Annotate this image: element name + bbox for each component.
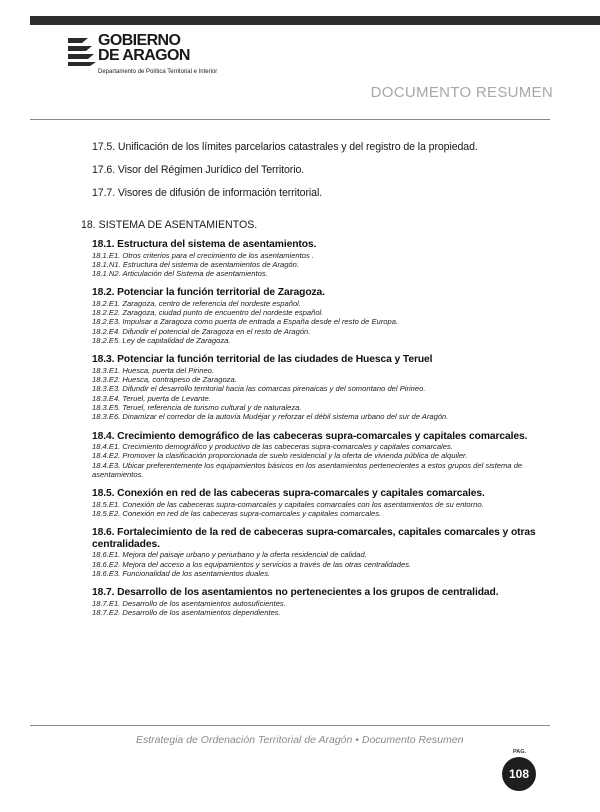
section-18-7 [81, 587, 551, 617]
document-title: DOCUMENTO RESUMEN [370, 84, 553, 101]
content [81, 141, 551, 626]
section-18-4 [81, 431, 551, 480]
section-18-6 [81, 527, 551, 578]
section-title: 18.5. Conexión en red de las cabeceras supra-comarcales y capitales comarcales. [92, 488, 485, 500]
section-18-1 [81, 239, 551, 278]
item-17-7: 17.7. Visores de difusión de información territorial. [92, 187, 323, 199]
list-item: 18.2.E2. Zaragoza, ciudad punto de encuentro del nordeste español. [92, 308, 324, 318]
top-bar [30, 16, 600, 25]
list-item: 18.6.E3. Funcionalidad de los asentamientos duales. [92, 569, 271, 579]
item-17-5: 17.5. Unificación de los límites parcelarios catastrales y del registro de la propiedad. [92, 141, 478, 153]
aragon-logo-icon [68, 36, 96, 66]
page-label: PAG. [513, 749, 527, 755]
list-item: 18.4.E2. Promover la clasificación proporcionada de suelo residencial y la oferta de vivienda pública de alquiler. [92, 451, 468, 461]
section-title: 18.4. Crecimiento demográfico de las cabeceras supra-comarcales y capitales comarcales. [92, 430, 528, 442]
logo [68, 32, 218, 93]
list-item: 18.4.E1. Crecimiento demográfico y productivo de las cabeceras supra-comarcales y capitales comarcales. [92, 442, 453, 452]
section-18-3 [81, 354, 551, 421]
page-number: 108 [508, 767, 530, 781]
list-item: 18.5.E2. Conexión en red de las cabeceras supra-comarcales y capitales comarcales. [92, 509, 382, 519]
list-item: 18.2.E1. Zaragoza, centro de referencia del nordeste español. [92, 298, 301, 308]
list-item: 18.3.E2. Huesca, contrapeso de Zaragoza. [92, 375, 237, 385]
logo-text-line2: DE ARAGON [98, 47, 190, 64]
list-item: 18.2.E4. Difundir el potencial de Zaragoza en el resto de Aragón. [92, 326, 311, 336]
list-item: 18.1.N2. Articulación del Sistema de asentamientos. [92, 269, 268, 279]
list-item: 18.3.E3. Difundir el desarrollo territorial hacia las comarcas pirenaicas y del somontano del Pirineo. [92, 384, 426, 394]
list-item: 18.6.E2. Mejora del acceso a los equipamientos y servicios a través de las otras centralidades. [92, 559, 412, 569]
list-item: 18.3.E6. Dinamizar el corredor de la autovía Mudéjar y reforzar el débil sistema urbano del sur de Aragón. [92, 412, 449, 422]
section-title: 18.6. Fortalecimiento de la red de cabeceras supra-comarcales, capitales comarcales y otras centralidades. [92, 527, 536, 550]
section-18-5 [81, 488, 551, 518]
page-number-badge [502, 757, 536, 791]
list-item: 18.2.E5. Ley de capitalidad de Zaragoza. [92, 336, 231, 346]
department-name: Departamento de Política Territorial e Interior [98, 69, 218, 75]
section-title: 18.2. Potenciar la función territorial de Zaragoza. [92, 287, 325, 299]
list-item: 18.7.E1. Desarrollo de los asentamientos autosuficientes. [92, 598, 286, 608]
list-item: 18.3.E4. Teruel, puerta de Levante. [92, 393, 211, 403]
list-item: 18.4.E3. Ubicar preferentemente los equipamientos básicos en los asentamientos pertenecientes a estos grupos del sistema de asentamientos. [92, 460, 523, 480]
section-18-heading: 18. SISTEMA DE ASENTAMIENTOS. [81, 219, 258, 231]
item-17-6: 17.6. Visor del Régimen Jurídico del Territorio. [92, 164, 305, 176]
list-item: 18.3.E5. Teruel, referencia de turismo cultural y de naturaleza. [92, 403, 302, 413]
section-title: 18.1. Estructura del sistema de asentamientos. [92, 239, 317, 250]
list-item: 18.5.E1. Conexión de las cabeceras supra-comarcales y capitales comarcales con los asentamientos de su entorno. [92, 499, 484, 509]
footer-divider [30, 725, 550, 726]
footer-text: Estrategia de Ordenación Territorial de Aragón • Documento Resumen [136, 734, 464, 746]
list-item: 18.2.E3. Impulsar a Zaragoza como puerta de entrada a España desde el resto de Europa. [92, 317, 399, 327]
list-item: 18.3.E1. Huesca, puerta del Pirineo. [92, 365, 214, 375]
section-title: 18.3. Potenciar la función territorial de las ciudades de Huesca y Teruel [92, 354, 433, 366]
list-item: 18.1.E1. Otros criterios para el crecimiento de los asentamientos . [92, 250, 315, 260]
list-item: 18.1.N1. Estructura del sistema de asentamientos de Aragón. [92, 259, 299, 269]
header-divider [30, 119, 550, 120]
section-title: 18.7. Desarrollo de los asentamientos no pertenecientes a los grupos de centralidad. [92, 587, 499, 599]
logo-text-line1: GOBIERNO [98, 32, 181, 49]
section-18-2 [81, 287, 551, 345]
list-item: 18.6.E1. Mejora del paisaje urbano y periurbano y la oferta residencial de calidad. [92, 550, 367, 560]
list-item: 18.7.E2. Desarrollo de los asentamientos dependientes. [92, 608, 281, 618]
